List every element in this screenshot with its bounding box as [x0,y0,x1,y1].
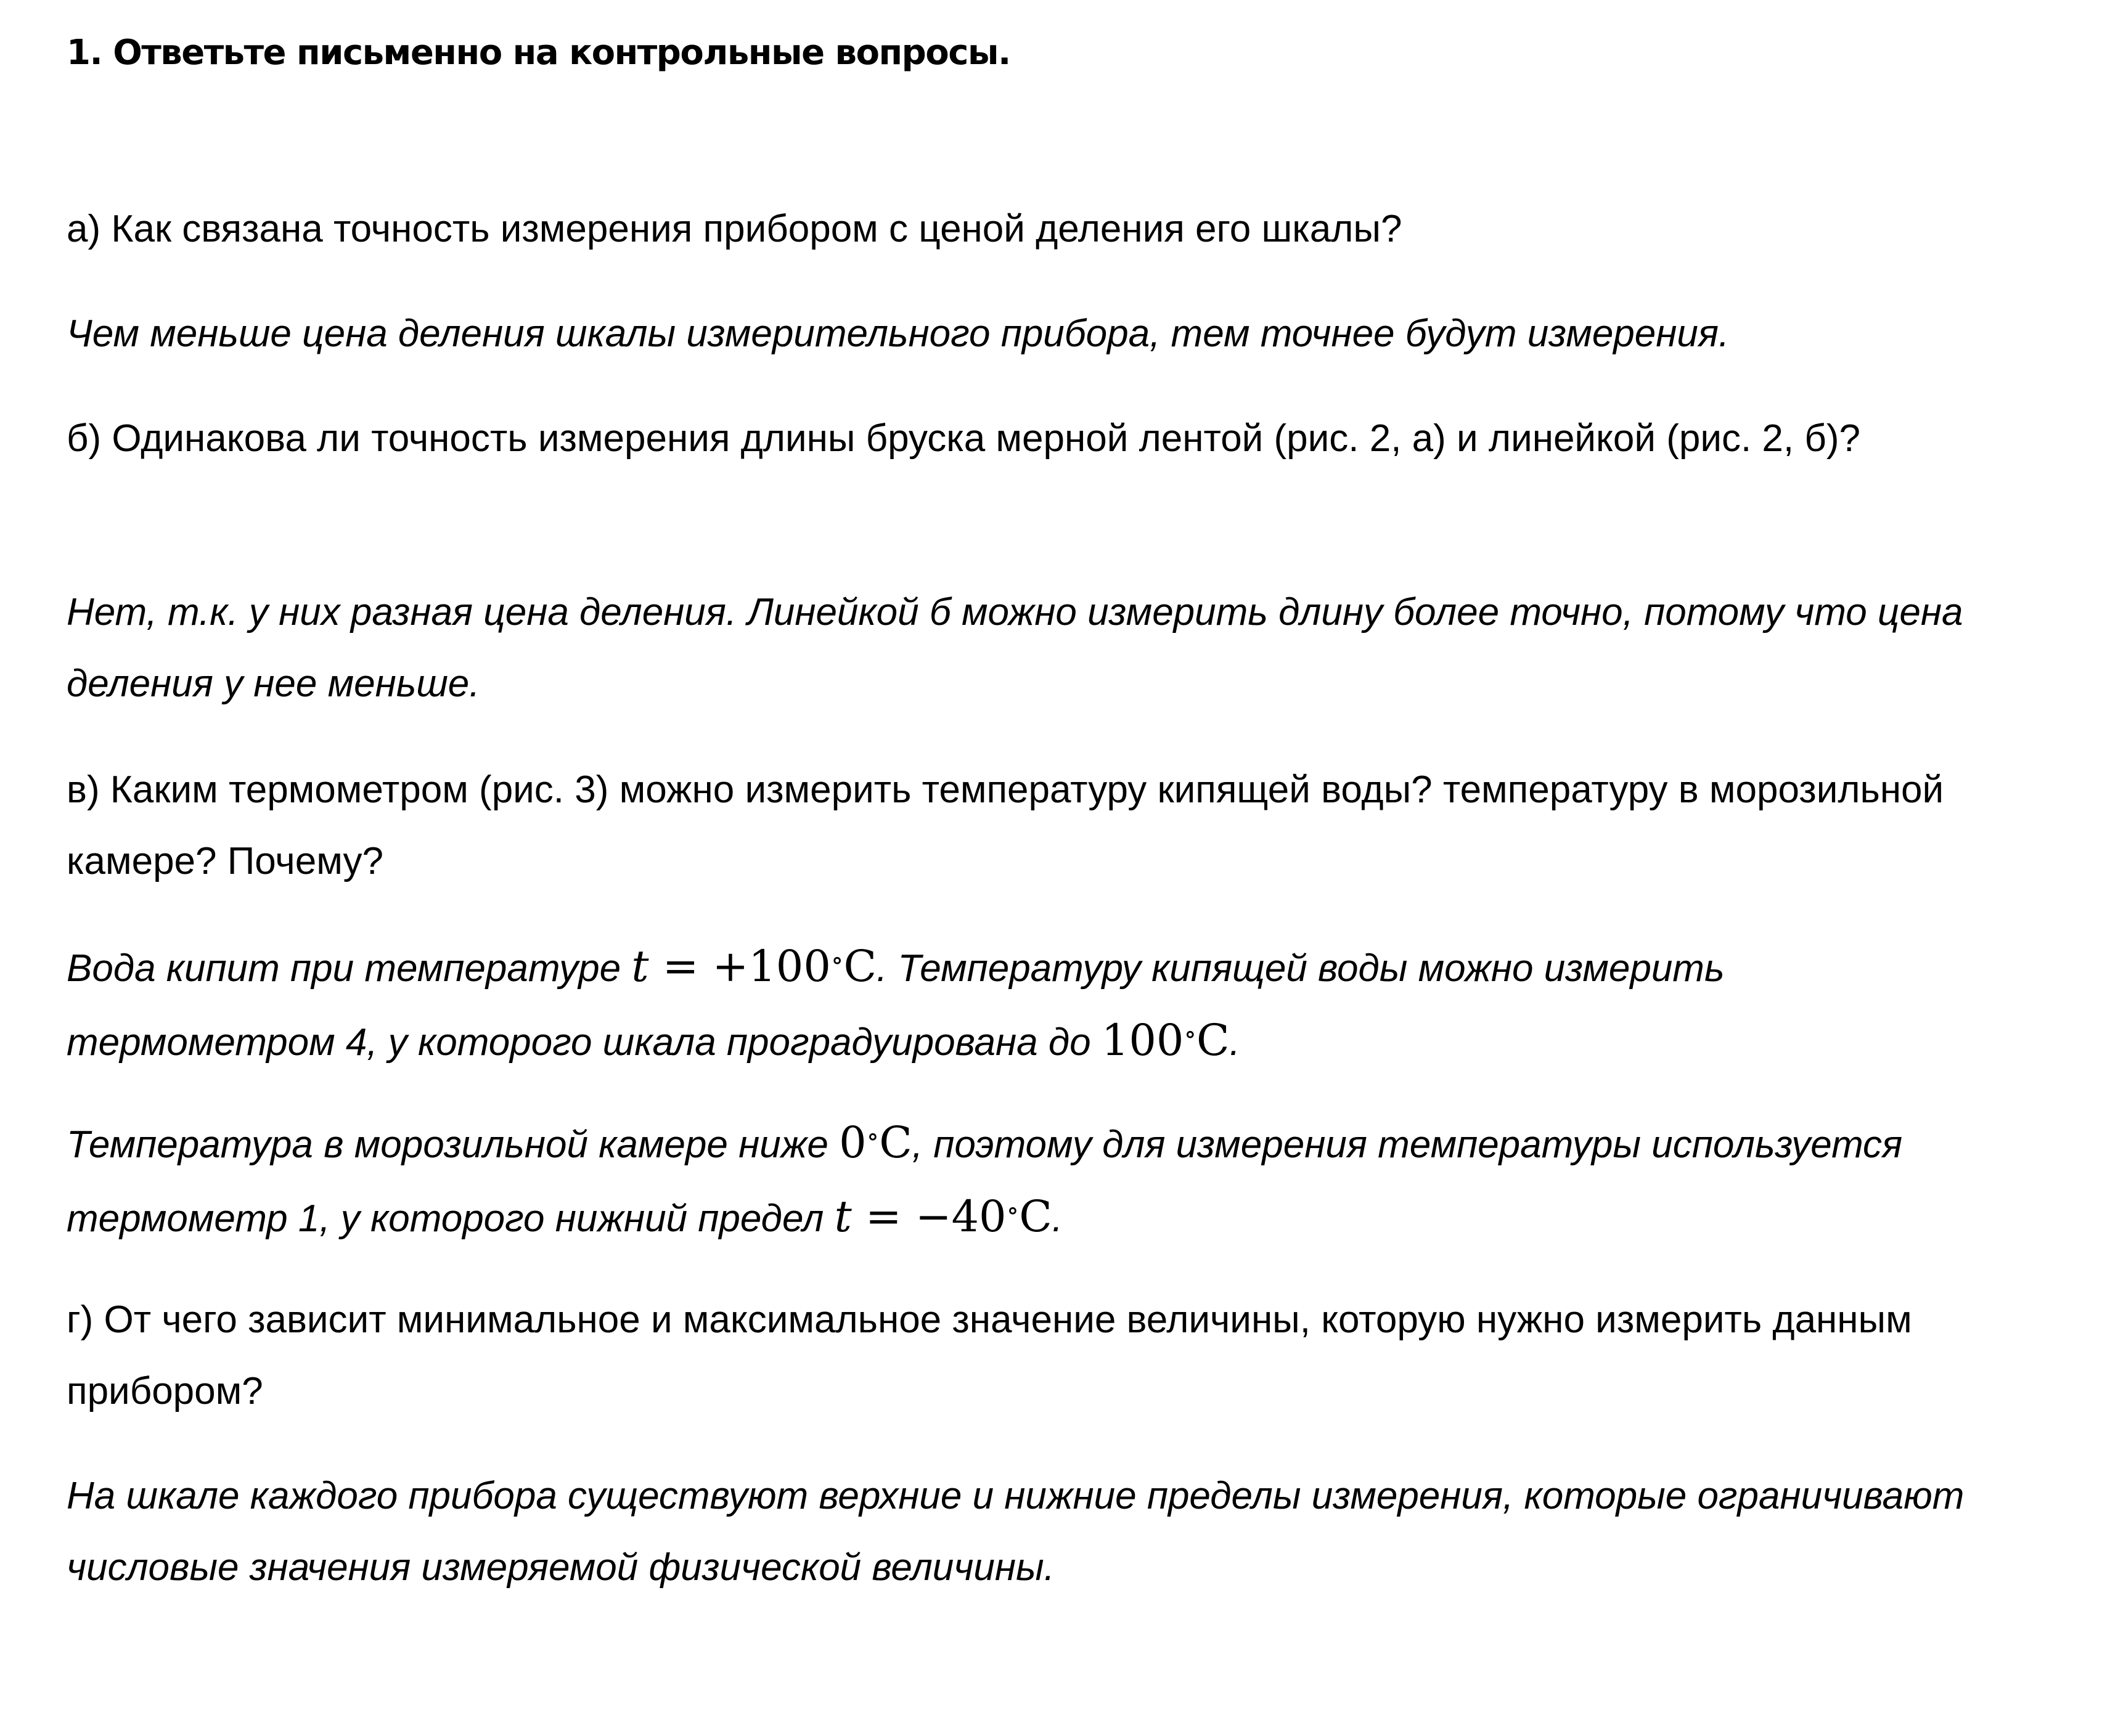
answer-v-freezer-text-3: . [1052,1197,1063,1240]
answer-v-freezer-text-1: Температура в морозильной камере ниже [67,1123,840,1166]
math-value: = −40 [851,1191,1007,1242]
answer-b: Нет, т.к. у них разная цена деления. Линейкой б можно измерить длину более точно, потому что цена деления у нее меньше. [67,591,1963,705]
math-unit: C [1196,1015,1230,1066]
page-title: 1. Ответьте письменно на контрольные вопросы. [67,33,1010,73]
math-value: = +100 [648,941,831,992]
lower-limit-formula [835,1191,1052,1242]
question-a: а) Как связана точность измерения прибором с ценой деления его шкалы? [67,208,1402,250]
math-value: 100 [1101,1015,1184,1066]
freezer-temperature-formula [839,1117,912,1168]
degree-symbol: ∘ [866,1121,880,1151]
answer-v-boiling [67,931,1977,1078]
answer-g: На шкале каждого прибора существуют верхние и нижние пределы измерения, которые ограничивают числовые значения измеряемой физической величины. [67,1475,1965,1589]
answer-v-freezer-text-2: , поэтому для измерения температуры используется термометр 1, у которого нижний предел [67,1123,1903,1240]
answer-v-boiling-text-3: . [1229,1021,1240,1064]
math-variable: t [834,1191,852,1242]
question-v: в) Каким термометром (рис. 3) можно измерить температуру кипящей воды? температуру в морозильной камере? Почему? [67,768,1944,882]
math-value: 0 [839,1117,867,1168]
boiling-temperature-formula [631,941,877,992]
math-unit: C [843,941,877,992]
math-unit: C [1019,1191,1052,1242]
question-g: г) От чего зависит минимальное и максимальное значение величины, которую нужно измерить данным прибором? [67,1298,1912,1412]
degree-symbol: ∘ [1184,1019,1197,1049]
answer-a: Чем меньше цена деления шкалы измерительного прибора, тем точнее будут измерения. [67,312,1730,355]
degree-symbol: ∘ [830,945,844,975]
degree-symbol: ∘ [1006,1195,1020,1225]
thermometer-range-formula [1102,1015,1230,1066]
math-variable: t [631,941,649,992]
answer-v-boiling-text-1: Вода кипит при температуре [67,947,632,990]
math-unit: C [879,1117,912,1168]
answer-v-boiling-text-2: . Температуру кипящей воды можно измерить термометром 4, у которого шкала проградуирована до [67,947,1725,1064]
answer-v-freezer [67,1107,1977,1255]
question-b: б) Одинакова ли точность измерения длины бруска мерной лентой (рис. 2, а) и линейкой (рис. 2, б)? [67,417,1861,460]
